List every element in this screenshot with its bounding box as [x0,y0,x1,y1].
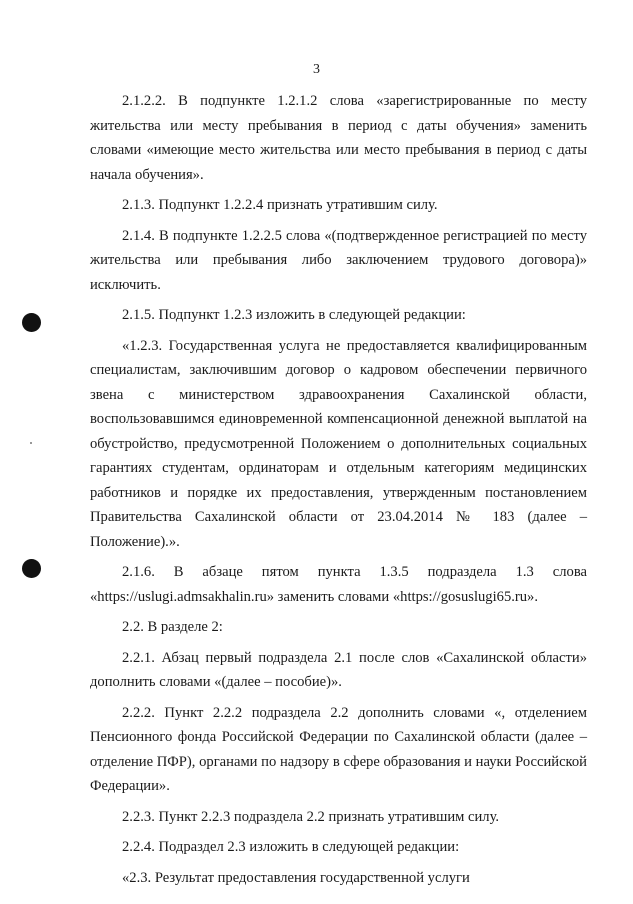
paragraph-2-1-6: 2.1.6. В абзаце пятом пункта 1.3.5 подраздела 1.3 слова «https://uslugi.admsakhalin.ru» заменить словами «https://gosuslugi65.ru». [90,564,587,605]
scan-speck [30,442,32,444]
paragraph-2-1-2-2: 2.1.2.2. В подпункте 1.2.1.2 слова «зарегистрированные по месту жительства или месту пребывания в период с даты обучения» заменить словами «имеющие место жительства или место пребывания в период с даты начала обучения». [90,93,587,183]
binder-hole-top [22,313,41,332]
page-number: 3 [313,62,320,77]
paragraph-2-2-4: 2.2.4. Подраздел 2.3 изложить в следующей редакции: [122,839,460,855]
document-body [90,89,587,890]
paragraph-2-1-5: 2.1.5. Подпункт 1.2.3 изложить в следующей редакции: [122,307,466,323]
paragraph-2-2-3: 2.2.3. Пункт 2.2.3 подраздела 2.2 признать утратившим силу. [122,808,500,825]
paragraph-2-1-3: 2.1.3. Подпункт 1.2.2.4 признать утратившим силу. [122,197,438,213]
paragraph-2-3-heading-quote: «2.3. Результат предоставления государственной услуги [122,869,470,886]
paragraph-2-2-1: 2.2.1. Абзац первый подраздела 2.1 после слов «Сахалинской области» дополнить словами «(далее – пособие)». [90,649,587,690]
paragraph-2-1-4: 2.1.4. В подпункте 1.2.2.5 слова «(подтвержденное регистрацией по месту жительства или пребывания либо заключением трудового договора)» исключить. [90,227,587,293]
paragraph-2-2: 2.2. В разделе 2: [122,619,223,635]
paragraph-1-2-3-quote: «1.2.3. Государственная услуга не предоставляется квалифицированным специалистам, заключившим договор о кадровом обеспечении первичного звена с министерством здравоохранения Сахалинской области, воспользовавшимся единовременной компенсационной денежной выплатой на обустройство, предусмотренной Положением о дополнительных социальных гарантиях студентам, ординаторам и отдельным категориям медицинских работников и порядке их предоставления, утвержденным постановлением Правительства Сахалинской области от 23.04.2014 № 183 (далее – Положение).». [90,337,587,550]
binder-hole-bottom [22,559,41,578]
paragraph-2-2-2: 2.2.2. Пункт 2.2.2 подраздела 2.2 дополнить словами «, отделением Пенсионного фонда Российской Федерации по Сахалинской области (далее – отделение ПФР), органами по надзору в сфере образования и науки Российской Федерации». [90,704,587,794]
